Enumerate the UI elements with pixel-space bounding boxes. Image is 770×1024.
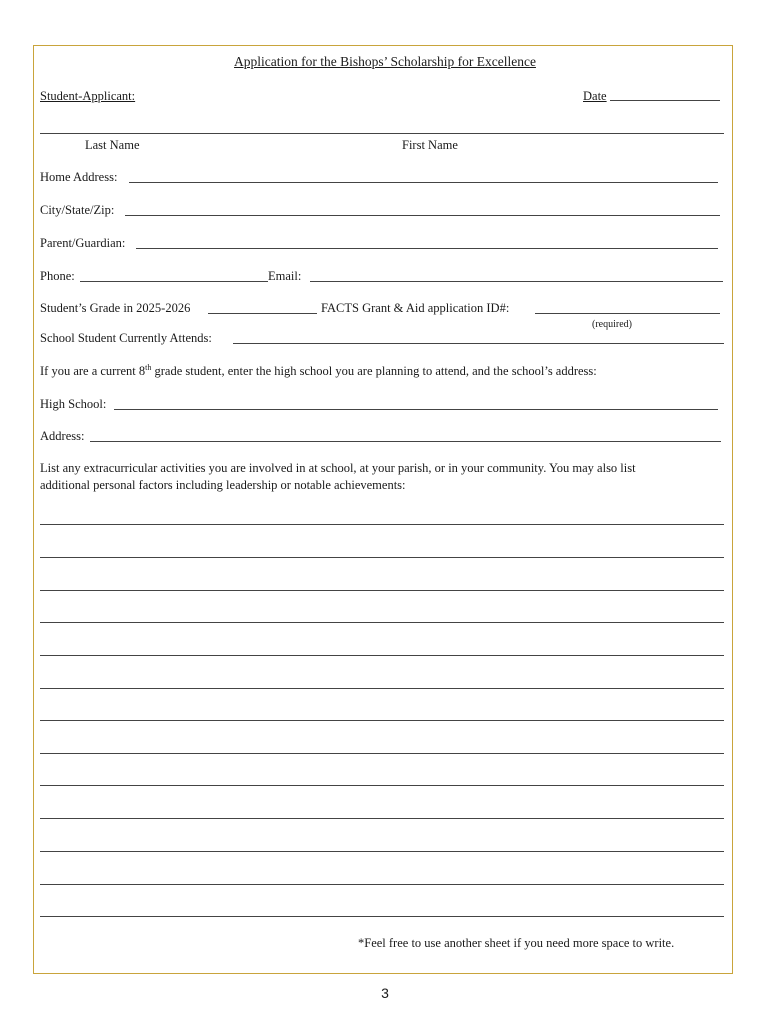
facts-id-field[interactable] [535, 313, 720, 314]
activities-writing-line[interactable] [40, 818, 724, 819]
form-title: Application for the Bishops’ Scholarship for Excellence [234, 54, 536, 69]
name-field[interactable] [40, 133, 724, 134]
activities-writing-line[interactable] [40, 557, 724, 558]
activities-writing-line[interactable] [40, 851, 724, 852]
parent-guardian-field[interactable] [136, 248, 718, 249]
student-applicant-label: Student-Applicant: [40, 89, 136, 103]
activities-instruction-line1: List any extracurricular activities you are involved in at school, at your parish, or in your community. You may also list [40, 461, 636, 475]
activities-writing-line[interactable] [40, 688, 724, 689]
school-attends-field[interactable] [233, 343, 724, 344]
activities-writing-line[interactable] [40, 785, 724, 786]
date-field[interactable] [610, 100, 720, 101]
phone-field[interactable] [80, 281, 268, 282]
date-label: Date [583, 89, 607, 103]
city-state-zip-label: City/State/Zip: [40, 203, 115, 217]
required-note: (required) [592, 319, 632, 330]
activities-writing-line[interactable] [40, 916, 724, 917]
activities-writing-line[interactable] [40, 720, 724, 721]
high-school-label: High School: [40, 397, 107, 411]
email-label: Email: [268, 269, 302, 283]
activities-writing-line[interactable] [40, 884, 724, 885]
activities-instruction-line2: additional personal factors including leadership or notable achievements: [40, 478, 406, 492]
grade-label: Student’s Grade in 2025-2026 [40, 301, 191, 315]
facts-label: FACTS Grant & Aid application ID#: [321, 301, 510, 315]
home-address-field[interactable] [129, 182, 718, 183]
activities-writing-line[interactable] [40, 524, 724, 525]
grade-field[interactable] [208, 313, 317, 314]
email-field[interactable] [310, 281, 723, 282]
city-state-zip-field[interactable] [125, 215, 720, 216]
activities-writing-line[interactable] [40, 622, 724, 623]
school-attends-label: School Student Currently Attends: [40, 331, 212, 345]
page-number: 3 [381, 985, 389, 1001]
address-field[interactable] [90, 441, 721, 442]
phone-label: Phone: [40, 269, 75, 283]
activities-writing-line[interactable] [40, 590, 724, 591]
page-border [33, 45, 733, 974]
parent-guardian-label: Parent/Guardian: [40, 236, 126, 250]
first-name-label: First Name [402, 138, 458, 152]
activities-writing-line[interactable] [40, 655, 724, 656]
last-name-label: Last Name [85, 138, 140, 152]
home-address-label: Home Address: [40, 170, 118, 184]
eighth-grade-instruction: If you are a current 8th grade student, enter the high school you are planning to attend, and the school’s address: [40, 362, 597, 378]
activities-writing-line[interactable] [40, 753, 724, 754]
high-school-field[interactable] [114, 409, 718, 410]
footer-note: *Feel free to use another sheet if you need more space to write. [358, 936, 675, 950]
address-label: Address: [40, 429, 85, 443]
